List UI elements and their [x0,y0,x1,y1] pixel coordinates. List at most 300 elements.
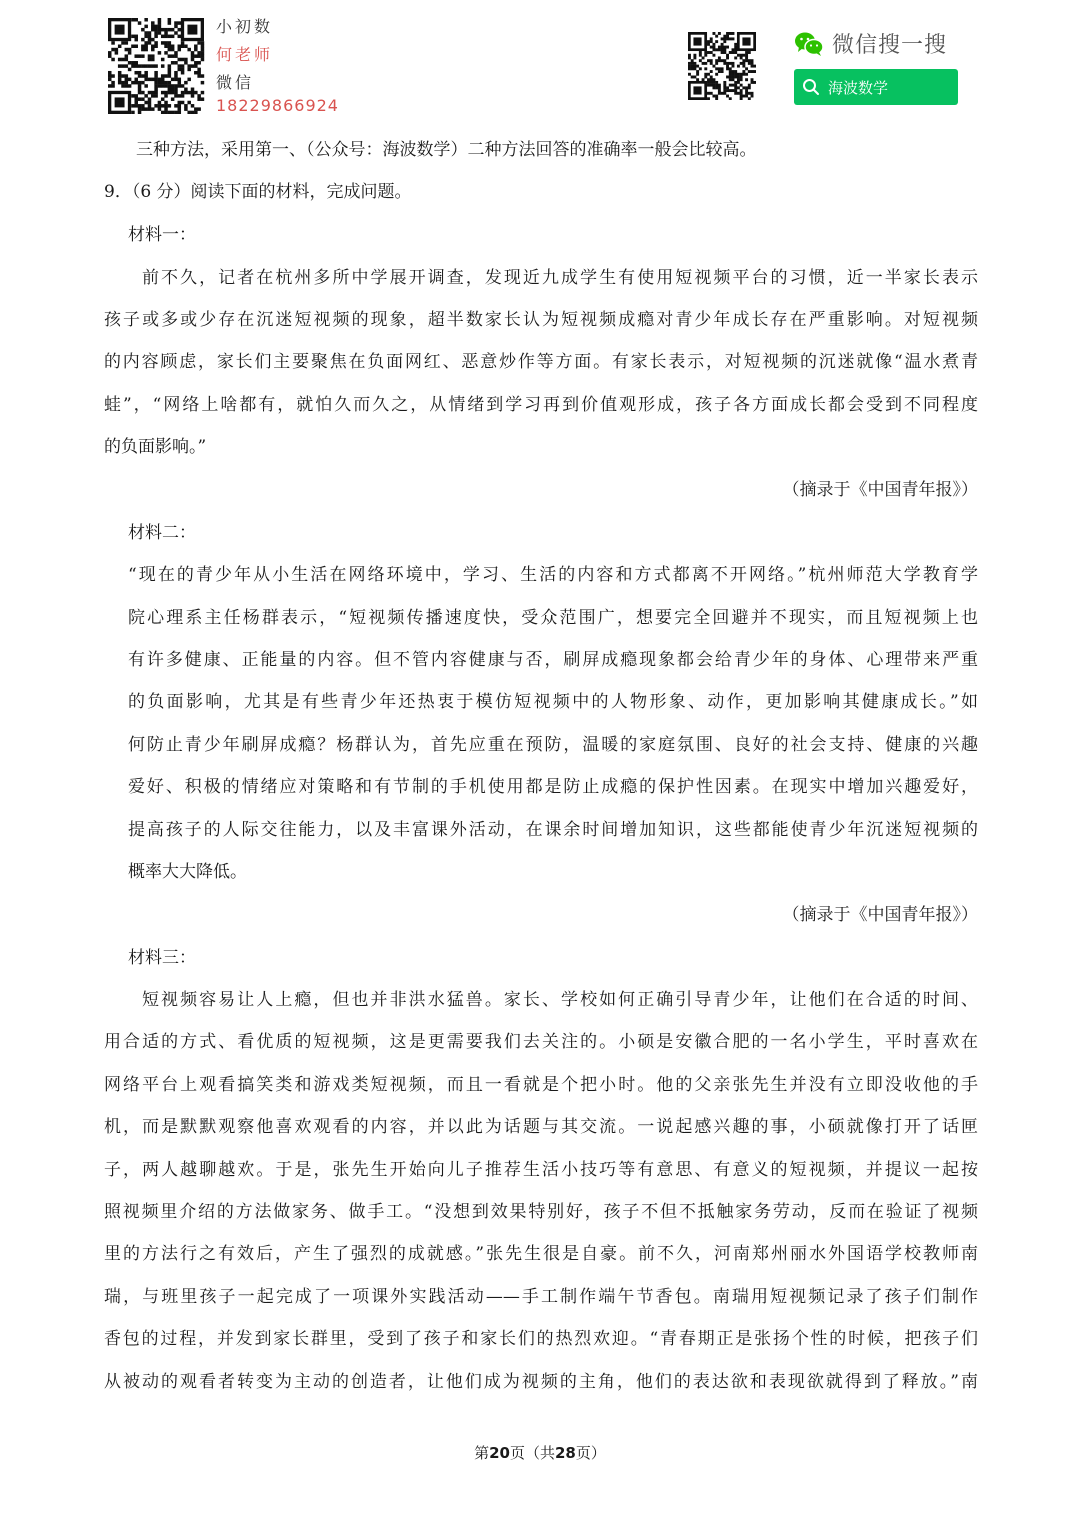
qr-module [131,44,135,48]
qr-module [753,65,756,68]
qr-module [726,86,729,89]
qr-module [191,58,195,62]
qr-module [710,59,713,62]
qr-module [707,78,710,81]
qr-module [715,62,718,65]
qr-module [138,71,142,75]
wechat-search-header [794,28,947,59]
qr-module [721,59,724,62]
qr-module [715,73,718,76]
qr-module [718,59,721,62]
qr-module [178,104,182,108]
qr-module [141,38,145,42]
qr-module [121,74,125,78]
qr-module [151,94,155,98]
qr-module [715,95,718,98]
handwritten-phone: 18229866924 [216,96,339,115]
qr-module [710,84,713,87]
qr-module [187,64,191,68]
qr-module [726,56,729,59]
qr-module [712,48,715,51]
material-1-line: 前不久，记者在杭州多所中学展开调查，发现近九成学生有使用短视频平台的习惯，近一半家长表示 [142,268,978,288]
material-3-heading: 材料三： [128,948,196,968]
qr-module [168,64,172,68]
qr-module [197,97,201,101]
qr-module [168,68,172,72]
qr-module [128,61,132,65]
footer-suffix: 页） [575,1444,606,1462]
qr-module [141,44,145,48]
qr-module [184,61,188,65]
qr-module [174,71,178,75]
qr-module [164,35,168,39]
qr-module [691,76,694,79]
qr-module [161,28,165,32]
qr-module [134,64,138,68]
qr-module [194,54,198,58]
qr-module [737,86,740,89]
qr-module [688,54,691,57]
qr-module [745,89,748,92]
material-2-line: 提高孩子的人际交往能力，以及丰富课外活动，在课余时间增加知识，这些都能使青少年沉迷短视频的 [128,820,978,840]
qr-module [154,28,158,32]
qr-module [197,41,201,45]
qr-module [734,84,737,87]
qr-module [138,21,142,25]
qr-module [751,78,754,81]
qr-module [740,62,743,65]
qr-module [158,25,162,29]
qr-module [732,51,735,54]
qr-module [134,78,138,82]
qr-module [158,31,162,35]
material-3-line: 香包的过程，并发到家长群里，受到了孩子和家长们的热烈欢迎。“青春期正是张扬个性的时候，把孩子们 [104,1329,978,1349]
qr-finder [693,86,701,94]
qr-module [691,59,694,62]
qr-module [748,92,751,95]
footer-mid: 页（共 [509,1444,555,1462]
qr-module [740,78,743,81]
qr-module [742,59,745,62]
qr-module [154,64,158,68]
qr-module [141,54,145,58]
qr-module [726,32,729,35]
qr-module [712,95,715,98]
handwritten-line-3: 微信 [216,73,255,92]
qr-module [704,76,707,79]
qr-module [201,54,205,58]
qr-module [726,35,729,38]
qr-module [723,89,726,92]
qr-module [161,111,165,114]
qr-module [174,54,178,58]
qr-module [729,97,732,100]
qr-module [723,92,726,95]
qr-module [732,89,735,92]
qr-module [201,91,205,95]
qr-module [184,58,188,62]
source-citation: （摘录于《中国青年报》） [782,480,978,500]
qr-module [178,48,182,52]
qr-module [138,111,142,114]
material-3-line: 机，而是默默观察他喜欢观看的内容，并以此为话题与其交流。一说起感兴趣的事，小硕就像打开了话匣 [104,1117,978,1137]
qr-module [702,78,705,81]
qr-module [154,91,158,95]
qr-module [164,81,168,85]
qr-module [121,64,125,68]
qr-module [707,51,710,54]
qr-module [715,67,718,70]
qr-module [715,48,718,51]
qr-module [734,92,737,95]
qr-module [751,62,754,65]
qr-module [178,81,182,85]
qr-module [710,92,713,95]
qr-module [171,78,175,82]
qr-module [688,56,691,59]
qr-module [201,58,205,62]
qr-module [118,81,122,85]
qr-module [168,91,172,95]
qr-module [740,97,743,100]
search-button[interactable] [794,69,958,105]
qr-module [721,43,724,46]
qr-module [171,84,175,88]
qr-module [181,64,185,68]
qr-module [718,92,721,95]
qr-module [174,51,178,55]
qr-module [718,46,721,49]
qr-module [737,81,740,84]
qr-module [181,68,185,72]
qr-module [151,28,155,32]
qr-module [712,65,715,68]
qr-module [141,48,145,52]
qr-finder [187,25,197,35]
qr-module [171,48,175,52]
material-2-line: 何防止青少年刷屏成瘾？杨群认为，首先应重在预防，温暖的家庭氛围、良好的社会支持、健康的兴趣 [128,735,978,755]
qr-module [707,92,710,95]
qr-module [158,28,162,32]
qr-module [723,51,726,54]
qr-module [197,68,201,72]
qr-module [138,74,142,78]
material-2-heading: 材料二： [128,523,196,543]
qr-module [751,95,754,98]
qr-module [144,48,148,52]
qr-module [151,21,155,25]
qr-module [729,89,732,92]
qr-module [108,74,112,78]
qr-module [726,76,729,79]
qr-module [710,81,713,84]
qr-module [748,51,751,54]
qr-module [715,81,718,84]
qr-module [118,71,122,75]
qr-module [707,97,710,100]
qr-module [181,58,185,62]
search-icon [802,78,820,96]
qr-module [161,78,165,82]
qr-module [184,44,188,48]
qr-module [191,104,195,108]
qr-module [111,48,115,52]
qr-module [138,84,142,88]
qr-module [151,38,155,42]
material-1-line: 孩子或多或少存在沉迷短视频的现象，超半数家长认为短视频成瘾对青少年成长存在严重影响。对短视频 [104,310,978,330]
qr-module [158,107,162,111]
qr-module [732,76,735,79]
qr-module [197,74,201,78]
qr-module [742,54,745,57]
qr-module [118,44,122,48]
qr-module [134,61,138,65]
qr-module [187,48,191,52]
qr-module [111,84,115,88]
qr-module [712,84,715,87]
qr-module [168,44,172,48]
qr-module [174,104,178,108]
qr-module [715,86,718,89]
qr-module [740,76,743,79]
qr-module [201,44,205,48]
qr-module [712,32,715,35]
qr-module [134,97,138,101]
qr-module [164,111,168,114]
qr-module [197,94,201,98]
qr-module [748,59,751,62]
material-3-line: 子，两人越聊越欢。于是，张先生开始向儿子推荐生活小技巧等有意思、有意义的短视频，并提议一起按 [104,1160,978,1180]
material-1-line: 蛙”，“网络上啥都有，就怕久而久之，从情绪到学习再到价值观形成，孩子各方面成长都会受到不同程度 [104,395,978,415]
qr-module [168,18,172,22]
material-3-line: 用合适的方式、看优质的短视频，这是更需要我们去关注的。小硕是安徽合肥的一名小学生，平时喜欢在 [104,1032,978,1052]
qr-module [158,21,162,25]
qr-module [108,71,112,75]
qr-module [718,32,721,35]
qr-module [748,84,751,87]
qr-module [197,51,201,55]
qr-module [740,95,743,98]
qr-module [141,74,145,78]
qr-module [164,44,168,48]
qr-module [125,58,129,62]
qr-module [726,62,729,65]
qr-module [128,48,132,52]
material-1-heading: 材料一： [128,225,196,245]
qr-module [161,91,165,95]
qr-module [111,81,115,85]
qr-module [125,41,129,45]
qr-module [174,94,178,98]
qr-module [174,61,178,65]
qr-module [201,51,205,55]
qr-module [138,64,142,68]
qr-module [712,78,715,81]
qr-module [718,84,721,87]
qr-module [131,111,135,114]
qr-module [729,84,732,87]
qr-module [707,40,710,43]
qr-module [154,94,158,98]
qr-module [737,78,740,81]
qr-module [178,21,182,25]
qr-module [168,88,172,92]
qr-module [128,78,132,82]
qr-module [732,48,735,51]
qr-module [194,61,198,65]
qr-module [707,81,710,84]
qr-module [158,101,162,105]
qr-module [171,54,175,58]
qr-module [174,91,178,95]
qr-module [745,78,748,81]
qr-module [171,44,175,48]
qr-module [178,101,182,105]
qr-module [171,97,175,101]
qr-module [164,51,168,55]
qr-module [115,48,119,52]
qr-module [184,104,188,108]
qr-module [688,65,691,68]
qr-module [178,78,182,82]
qr-module [168,28,172,32]
qr-module [144,18,148,22]
qr-module [118,78,122,82]
qr-module [201,74,205,78]
qr-module [197,61,201,65]
qr-module [158,81,162,85]
qr-module [164,41,168,45]
qr-module [141,81,145,85]
qr-module [125,84,129,88]
qr-module [710,70,713,73]
qr-module [125,78,129,82]
qr-module [723,48,726,51]
qr-module [138,81,142,85]
qr-module [164,31,168,35]
qr-module [693,65,696,68]
qr-module [151,78,155,82]
qr-module [158,78,162,82]
qr-module [174,111,178,114]
qr-module [197,71,201,75]
qr-module [201,48,205,52]
qr-module [693,54,696,57]
qr-module [723,81,726,84]
qr-module [751,92,754,95]
qr-module [710,62,713,65]
qr-module [191,51,195,55]
qr-module [168,54,172,58]
qr-module [726,54,729,57]
qr-module [161,35,165,39]
qr-module [748,62,751,65]
qr-module [144,71,148,75]
qr-module [194,64,198,68]
qr-module [125,48,129,52]
qr-module [723,59,726,62]
qr-code-right [688,32,756,100]
qr-module [148,38,152,42]
qr-module [726,95,729,98]
qr-module [121,81,125,85]
qr-module [737,76,740,79]
qr-module [171,35,175,39]
qr-module [128,68,132,72]
qr-finder [742,37,750,45]
qr-module [710,46,713,49]
qr-module [715,84,718,87]
qr-module [715,97,718,100]
qr-module [144,78,148,82]
material-3-line: 网络平台上观看搞笑类和游戏类短视频，而且一看就是个把小时。他的父亲张先生并没有立即没收他的手 [104,1075,978,1095]
qr-module [125,81,129,85]
qr-module [742,62,745,65]
qr-module [144,84,148,88]
material-2-line: 有许多健康、正能量的内容。但不管内容健康与否，刷屏成瘾现象都会给青少年的身体、心理带来严重 [128,650,978,670]
qr-module [151,48,155,52]
qr-module [691,67,694,70]
qr-module [154,31,158,35]
qr-module [181,94,185,98]
qr-module [732,32,735,35]
qr-module [134,54,138,58]
qr-module [174,25,178,29]
qr-module [118,74,122,78]
qr-module [729,32,732,35]
qr-module [184,91,188,95]
qr-module [737,92,740,95]
qr-module [740,73,743,76]
qr-module [699,51,702,54]
qr-module [134,101,138,105]
qr-module [712,43,715,46]
qr-module [729,76,732,79]
qr-module [171,88,175,92]
qr-module [732,65,735,68]
qr-module [141,97,145,101]
qr-module [131,104,135,108]
qr-module [154,84,158,88]
qr-module [141,107,145,111]
qr-module [144,44,148,48]
qr-module [696,70,699,73]
qr-module [168,104,172,108]
qr-module [745,51,748,54]
qr-module [721,70,724,73]
qr-module [134,44,138,48]
qr-module [723,37,726,40]
qr-module [745,92,748,95]
footer-prefix: 第 [474,1444,490,1462]
qr-module [726,67,729,70]
qr-module [715,59,718,62]
qr-module [168,48,172,52]
qr-module [151,58,155,62]
qr-module [111,58,115,62]
qr-module [174,88,178,92]
page-total: 28 [555,1444,576,1462]
qr-module [144,107,148,111]
qr-module [178,28,182,32]
qr-module [707,73,710,76]
qr-module [745,73,748,76]
qr-module [723,86,726,89]
qr-module [181,91,185,95]
qr-module [154,25,158,29]
qr-module [154,81,158,85]
qr-module [141,64,145,68]
